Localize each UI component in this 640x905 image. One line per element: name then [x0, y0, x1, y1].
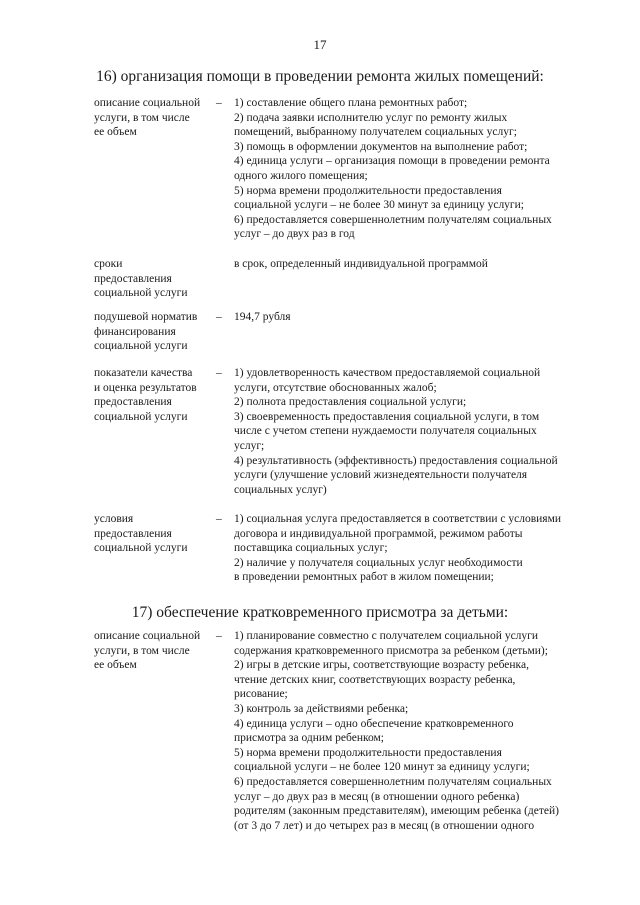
description-line: 1) планирование совместно с получателем социальной услуги — [234, 630, 539, 642]
row-dash: – — [216, 367, 222, 379]
description-line: 6) предоставляется совершеннолетним получателям социальных — [234, 213, 552, 226]
description-line: 3) контроль за действиями ребенка; — [234, 702, 409, 715]
row-dash: – — [216, 311, 222, 323]
description-line: услуги, отсутствие обоснованных жалоб; — [234, 381, 437, 394]
description-line: социальной услуги – не более 120 минут за единицу услуги; — [234, 761, 530, 774]
description-line: социальной услуги – не более 30 минут за единицу услуги; — [234, 199, 524, 212]
term-line: социальной услуги — [94, 542, 188, 555]
term-line: социальной услуги — [94, 287, 188, 300]
description-line: 1) удовлетворенность качеством предоставляемой социальной — [234, 367, 541, 379]
term-line: ее объем — [94, 659, 137, 672]
description-line: рисование; — [234, 688, 288, 701]
description-line: числе с учетом степени нуждаемости получателя социальных — [234, 425, 537, 438]
term-line: предоставления — [94, 527, 172, 540]
description-line: 2) наличие у получателя социальных услуг необходимости — [234, 556, 523, 569]
row-description — [234, 366, 594, 497]
row-term — [94, 257, 216, 301]
row-description — [234, 629, 594, 833]
description-line: 194,7 рубля — [234, 311, 291, 323]
row-term — [94, 96, 216, 140]
row-term — [94, 512, 216, 556]
term-line: услуги, в том числе — [94, 111, 190, 124]
page-number: 17 — [313, 37, 327, 52]
description-line: родителям (законным представителям), имеющим ребенка (детей) — [234, 805, 559, 818]
description-line: 2) игры в детские игры, соответствующие возрасту ребенка, — [234, 659, 529, 672]
description-line: 2) подача заявки исполнителю услуг по ремонту жилых — [234, 111, 508, 124]
row-term — [94, 629, 216, 673]
description-line: 2) полнота предоставления социальной услуги; — [234, 396, 467, 409]
row-dash: – — [216, 630, 222, 642]
description-line: 1) составление общего плана ремонтных работ; — [234, 97, 468, 109]
term-line: предоставления — [94, 272, 172, 285]
row-description — [234, 310, 594, 325]
term-line: сроки — [94, 258, 123, 270]
description-line: услуг; — [234, 439, 265, 452]
term-line: описание социальной — [94, 97, 201, 109]
row-description — [234, 512, 594, 585]
term-line: предоставления — [94, 396, 172, 409]
description-line: поставщика социальных услуг; — [234, 542, 388, 555]
description-line: 3) своевременность предоставления социальной услуги, в том — [234, 410, 540, 423]
description-line: 5) норма времени продолжительности предоставления — [234, 184, 502, 197]
description-line: 6) предоставляется совершеннолетним получателям социальных — [234, 775, 552, 788]
description-line: 1) социальная услуга предоставляется в соответствии с условиями — [234, 513, 562, 525]
description-line: (от 3 до 7 лет) и до четырех раз в месяц (в отношении одного — [234, 819, 535, 832]
row-term — [94, 310, 216, 354]
row-term — [94, 366, 216, 424]
description-line: содержания кратковременного присмотра за ребенком (детьми); — [234, 644, 548, 657]
description-line: услуги (улучшение условий жизнедеятельности получателя — [234, 469, 528, 482]
description-line: 4) единица услуги – одно обеспечение кратковременного — [234, 717, 514, 730]
term-line: описание социальной — [94, 630, 201, 642]
description-line: в срок, определенный индивидуальной программой — [234, 258, 488, 270]
description-line: услуг – до двух раз в месяц (в отношении одного ребенка) — [234, 790, 520, 803]
description-line: 4) единица услуги – организация помощи в проведении ремонта — [234, 155, 550, 168]
row-dash: – — [216, 513, 222, 525]
section-heading: 17) обеспечение кратковременного присмотра за детьми: — [131, 604, 509, 621]
term-line: подушевой норматив — [94, 311, 198, 323]
row-description — [234, 257, 594, 272]
term-line: показатели качества — [94, 367, 193, 379]
description-line: социальных услуг) — [234, 483, 327, 496]
term-line: ее объем — [94, 126, 137, 139]
term-line: финансирования — [94, 325, 176, 338]
description-line: договора и индивидуальной программой, режимом работы — [234, 527, 523, 540]
description-line: помещений, выбранному получателем социальных услуг; — [234, 126, 517, 139]
description-line: 5) норма времени продолжительности предоставления — [234, 746, 502, 759]
description-line: в проведении ремонтных работ в жилом помещении; — [234, 571, 494, 584]
description-line: 3) помощь в оформлении документов на выполнение работ; — [234, 140, 528, 153]
description-line: присмотра за одним ребенком; — [234, 732, 385, 745]
term-line: условия — [94, 513, 134, 525]
description-line: услуг – до двух раз в год — [234, 228, 355, 241]
term-line: социальной услуги — [94, 410, 188, 423]
section-heading: 16) организация помощи в проведении ремонта жилых помещений: — [96, 68, 544, 85]
term-line: социальной услуги — [94, 340, 188, 353]
term-line: услуги, в том числе — [94, 644, 190, 657]
description-line: одного жилого помещения; — [234, 169, 368, 182]
row-dash: – — [216, 97, 222, 109]
description-line: 4) результативность (эффективность) предоставления социальной — [234, 454, 558, 467]
row-description — [234, 96, 594, 242]
description-line: чтение детских книг, соответствующих возрасту ребенка, — [234, 673, 516, 686]
term-line: и оценка результатов — [94, 381, 197, 394]
